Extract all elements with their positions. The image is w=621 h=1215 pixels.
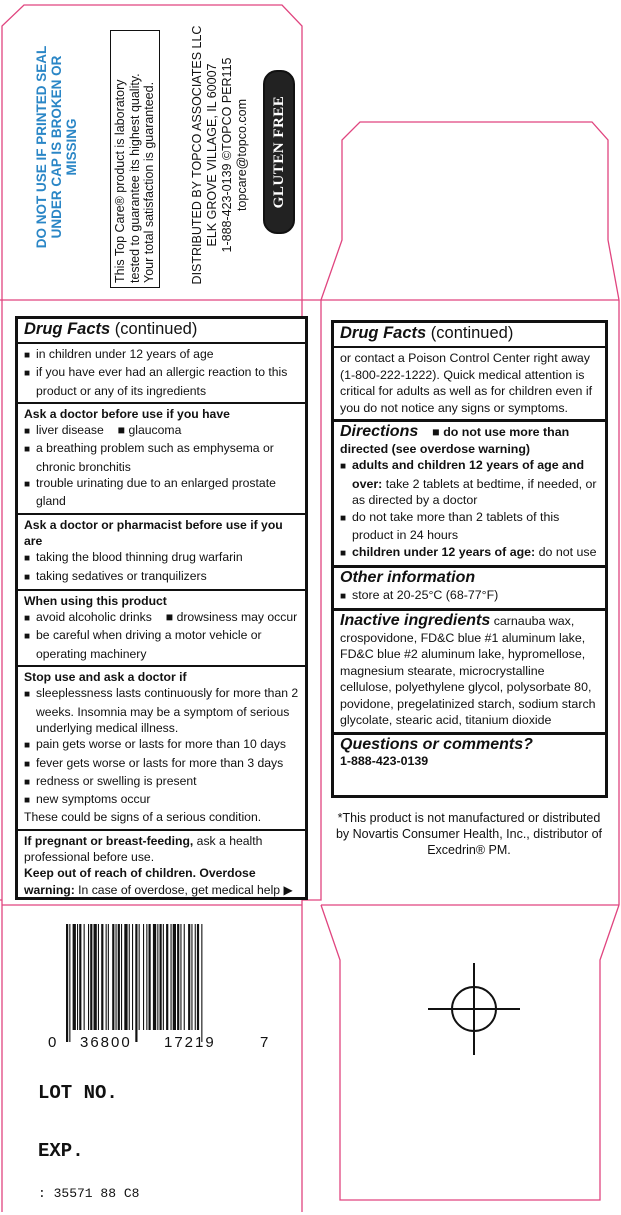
barcode-bar — [153, 924, 156, 1030]
directions-section: Directions ■ do not use more than directed (see overdose warning) ■ adults and children 12 years of age and over: take 2 tablets at bedtime, if needed, or as directed by a doctor ■ do not take more than 2 tablets of this product in 24 hours ■ children under 12 years of age: do not use — [334, 422, 605, 568]
barcode-bar — [191, 924, 192, 1030]
barcode-bar — [135, 924, 137, 1042]
questions-section: Questions or comments? 1-888-423-0139 — [340, 735, 533, 768]
barcode-bar — [180, 924, 181, 1030]
barcode-left-digits: 36800 — [80, 1034, 132, 1051]
drug-facts-panel-right — [331, 320, 608, 798]
barcode-bar — [163, 924, 164, 1030]
barcode-bar — [79, 924, 81, 1030]
barcode-bar — [171, 924, 172, 1030]
continue-arrow-icon: ▶ — [283, 882, 293, 897]
barcode-bar — [84, 924, 85, 1030]
barcode-bar — [98, 924, 99, 1030]
barcode-bar — [106, 924, 107, 1030]
gluten-free-badge: GLUTEN FREE — [263, 70, 295, 234]
barcode-bar — [195, 924, 196, 1030]
barcode-bar — [143, 924, 144, 1030]
upc-barcode — [66, 924, 246, 1042]
barcode-bar — [90, 924, 92, 1030]
lot-number-label: LOT NO. — [38, 1082, 118, 1104]
distributor-info: DISTRIBUTED BY TOPCO ASSOCIATES LLC ELK GROVE VILLAGE, IL 60007 1-888-423-0139 ©TOPCO PER115 topcare@topco.com — [190, 25, 249, 285]
barcode-bar — [124, 924, 127, 1030]
barcode-bar — [73, 924, 76, 1030]
drug-facts-title: Drug Facts (continued) — [18, 319, 305, 344]
barcode-bar — [101, 924, 103, 1030]
inactive-ingredients-section: Inactive ingredients carnauba wax, crospovidone, FD&C blue #1 aluminum lake, FD&C blue #2 aluminum lake, hypromellose, magnesium stearate, microcrystalline cellulose, polyethylene glycol, polysorbate 80, povidone, pregelatinized starch, sodium starch glycolate, stearic acid, titanium dioxide — [334, 611, 605, 735]
when-using-section: When using this product ■ avoid alcoholic drinks ■ drowsiness may occur ■ be careful when driving a motor vehicle or operating machinery — [18, 591, 305, 667]
barcode-bar — [166, 924, 168, 1030]
ask-pharmacist-section: Ask a doctor or pharmacist before use if you are ■ taking the blood thinning drug warfarin ■ taking sedatives or tranquilizers — [18, 515, 305, 591]
barcode-bar — [177, 924, 179, 1030]
tamper-seal-warning: DO NOT USE IF PRINTED SEAL UNDER CAP IS BROKEN OR MISSING — [34, 45, 79, 249]
barcode-bar — [116, 924, 117, 1030]
drug-facts-panel-left — [15, 316, 308, 900]
print-code: : 35571 88 C8 — [38, 1186, 140, 1201]
barcode-bar — [197, 924, 199, 1030]
warnings-continued: ■ in children under 12 years of age ■ if you have ever had an allergic reaction to this product or any of its ingredients — [18, 344, 305, 404]
barcode-bar — [132, 924, 133, 1030]
barcode-bar — [118, 924, 120, 1030]
pregnancy-and-overdose-section: If pregnant or breast-feeding, ask a health professional before use. Keep out of reach of children. Overdose warning: In case of overdose, get medical help ▶ — [24, 833, 293, 897]
barcode-bar — [188, 924, 190, 1030]
other-information-section: Other information ■ store at 20-25°C (68-77°F) — [334, 568, 605, 611]
barcode-bar — [184, 924, 185, 1030]
barcode-bar — [94, 924, 97, 1030]
barcode-bar — [201, 924, 202, 1042]
barcode-bar — [157, 924, 158, 1030]
poison-control-text: or contact a Poison Control Center right away (1-800-222-1222). Quick medical attention is critical for adults as well as for children even if you do not notice any signs or symptoms. — [334, 348, 605, 422]
registration-crosshair-icon — [428, 963, 520, 1055]
barcode-digit-check: 7 — [260, 1034, 269, 1051]
barcode-right-digits: 17219 — [164, 1034, 216, 1051]
barcode-digit-prefix: 0 — [48, 1034, 57, 1051]
barcode-bar — [146, 924, 147, 1030]
expiration-label: EXP. — [38, 1140, 84, 1162]
quality-guarantee-box: This Top Care® product is laboratory tested to guarantee its highest quality. Your total satisfaction is guaranteed. — [110, 30, 160, 288]
barcode-bar — [139, 924, 140, 1030]
barcode-bar — [112, 924, 114, 1030]
excedrin-disclaimer: *This product is not manufactured or distributed by Novartis Consumer Health, Inc., distributor of Excedrin® PM. — [335, 811, 603, 857]
barcode-bar — [121, 924, 122, 1030]
barcode-bar — [173, 924, 176, 1030]
ask-doctor-section: Ask a doctor before use if you have ■ liver disease ■ glaucoma ■ a breathing problem such as emphysema or chronic bronchitis ■ trouble urinating due to an enlarged prostate gland — [18, 404, 305, 515]
barcode-bar — [66, 924, 68, 1042]
barcode-bar — [149, 924, 151, 1030]
barcode-bar — [160, 924, 162, 1030]
barcode-bar — [129, 924, 130, 1030]
barcode-bar — [77, 924, 78, 1030]
barcode-bar — [69, 924, 70, 1042]
barcode-bar — [108, 924, 109, 1030]
stop-use-section: Stop use and ask a doctor if ■ sleeplessness lasts continuously for more than 2 weeks. Insomnia may be a symptom of serious underlying medical illness. ■ pain gets worse or lasts for more than 10 days ■ fever gets worse or lasts for more than 3 days ■ redness or swelling is present ■ new symptoms occur These could be signs of a serious condition. — [18, 667, 305, 831]
barcode-bar — [88, 924, 89, 1030]
drug-facts-title-right: Drug Facts (continued) — [334, 323, 605, 348]
